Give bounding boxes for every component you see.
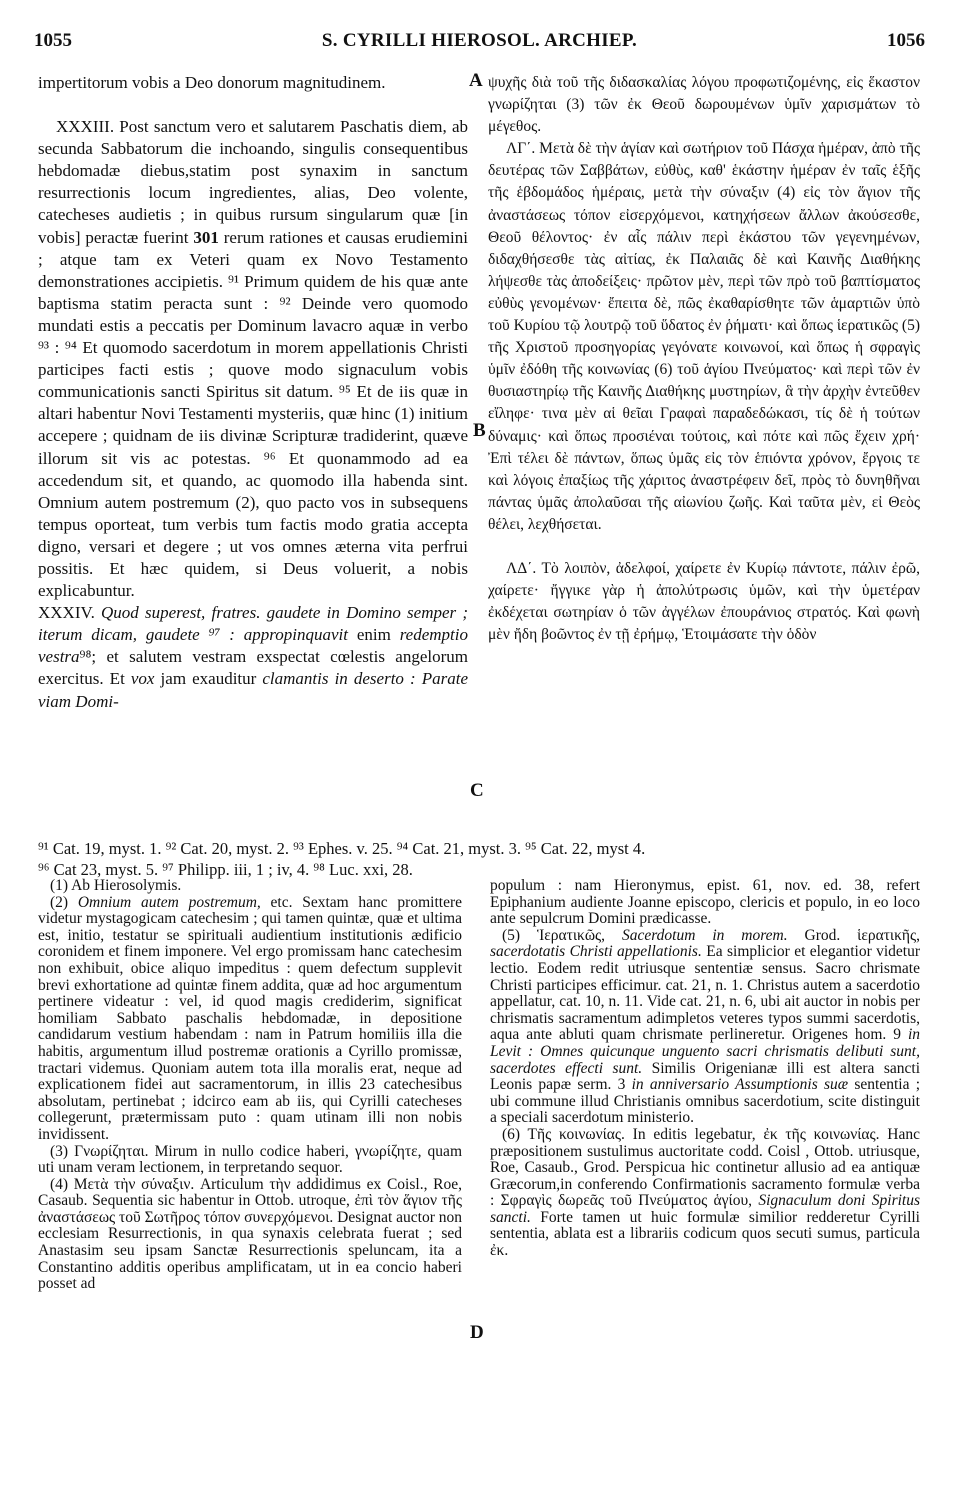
note-6-part-a: (6) Τῆς κοινωνίας. In editis legebatur, ἐκ τῆς κοινωνίας. Hanc præpositionem sustulimus auctoritate codd. Coisl , Ottob. utriusque, Roe, Casaub., Grod. Perspicua hic continetur allusio ad ea antiquæ Græcorum,in conferendo Confirmationis sacramento formulæ verba : Σφραγὶς δωρεᾶς τοῦ Πνεύματος ἁγίου,	[490, 1125, 920, 1210]
greek-column	[488, 72, 920, 646]
footnote-line-1: ⁹¹ Cat. 19, myst. 1. ⁹² Cat. 20, myst. 2. ⁹³ Ephes. v. 25. ⁹⁴ Cat. 21, myst. 3. ⁹⁵ Cat. 22, myst 4.	[38, 839, 646, 858]
note-5-part-a: Grod. ἱερατικῆς,	[804, 926, 921, 944]
latin-section-34	[38, 602, 468, 712]
note-5-italic-4: in anniversario Assumptionis suæ	[631, 1076, 849, 1094]
latin-section-33	[38, 116, 468, 602]
note-5-italic-2: sacerdotatis Christi appellationis.	[490, 943, 702, 961]
note-5-part-c: Similis Origenianæ illi est altera sancti Leonis papæ serm. 3	[490, 1059, 921, 1094]
note-4: (4) Μετὰ τὴν σύναξιν. Articulum τὴν addidimus ex Coisl., Roe, Casaub. Sequentia sic habentur in Ottob. utroque, ἐπὶ τὸν ἅγιον τῆς ἀναστάσεως τοῦ Σωτῆρος τόπον συνερχόμενοι. Designat auctor non ecclesiam Resurrectionis, in qua synaxis celebrata fuerat ; sed Anastasim seu ipsam Sanctæ Resurrectionis speluncam, ita a Constantino additis operibus amplificatam, ut in ea concio haberi posset ad	[38, 1175, 462, 1293]
latin-section-34-part3: jam exauditur	[160, 669, 257, 689]
latin-section-34-italic3: clamantis in deserto : Parate viam Domi-	[38, 669, 468, 711]
note-4-continued: populum : nam Hieronymus, epist. 61, nov. ed. 38, refert Epiphanium audiente Joanne episcopo, clericis et populo, in eo loco ante sepulcrum Domini prædicasse.	[490, 877, 920, 928]
note-2-text: etc. Sextam hanc promittere videtur mystagogicam catechesim ; qui tamen quintæ, quæ et ultima est, initio, testatur se spirituali audientium institutionis ædificio coronidem et finem imponere. Vel ergo promissam hanc catechesim non exhibuit, obice aliquo impeditus : quem defectum supplevit brevi exhortatione ad quintæ finem addita, quæ ad hoc argumentum pertinere videatur : vel, id quod magis crediderim, significat homiliam Sabbato paschalis hebdomadæ, in depositione candidarum vestium habendam : nam in Patrum homiliis illa die habitis, argumentum illud postremæ orationis a Cyrillo promissæ, tractari videmus. Quoniam autem tota illa moralis erat, neque ad explicationem fidei aut sacramentorum, in illis 23 catechesibus absolutam, pertinebat ; idcirco eam ab iis, qui Cyrilli catecheses collegerunt, prætermissam puto : quam utinam illi non nobis invidissent.	[38, 893, 462, 1143]
note-2-label: (2)	[50, 893, 69, 911]
latin-section-34-number: XXXIV.	[38, 603, 95, 623]
margin-marker-d: D	[470, 1322, 484, 1343]
note-5-italic-1: Sacerdotum in morem.	[621, 926, 788, 944]
margin-marker-a: A	[469, 70, 483, 91]
note-5-italic-3: in Levit : Omnes quicunque unguento sacri chrismatis delibuti sunt, sacerdotes effecti sunt.	[490, 1026, 920, 1077]
greek-section-34: ΛΔ΄. Τὸ λοιπὸν, ἀδελφοί, χαίρετε ἐν Κυρίῳ πάντοτε, πάλιν ἐρῶ, χαίρετε· ἤγγικε γὰρ ἡ ἀπολύτρωσις ὑμῶν, καὶ τὴν ὑμετέραν ἐκδέχεται σωτηρίαν ὁ τῶν ἀγγέλων ἐπουράνιος στρατός. Καὶ φωνὴ μὲν ἤδη βοῶντος ἐν τῇ ἐρήμῳ, Ἑτοιμάσατε τὴν ὁδὸν	[488, 559, 920, 644]
page-number-left: 1055	[34, 30, 72, 51]
note-5	[490, 928, 920, 1127]
latin-section-33-part2: rerum rationes et causas erudiemini ; atque tam ex Veteri quam ex Novo Testamento demonstrationes accipietis. ⁹¹ Primum quidem de his quæ ante baptisma statim peracta sunt : ⁹² Deinde vero quomodo mundati estis a peccatis per Dominum lavacro aquæ in verbo ⁹³ : ⁹⁴ Et quomodo sacerdotum in morem appellationis Christi participes facti estis ; quove modo signaculum vobis communicationis sancti Spiritus sit datum. ⁹⁵ Et de iis quæ in altari habentur Novi Testamenti mysteriis, quæ hinc (1) initium accepere ; quidnam de iis divinæ Scripturæ tradiderint, quæve illorum sit vis ac potestas. ⁹⁶ Et quonammodo ad ea accedendum sit, et quando, ac quomodo illa habenda sint. Omnium autem postremum (2), quo pacto vos in subsequens tempus oporteat, tum verbis tum factis modo gratia accepta digno, versari et degere ; ut vos omnes æterna vita perfrui possitis. Et hæc quidem, si Deus voluerit, a nobis explicabuntur.	[38, 227, 468, 601]
note-2-italic: Omnium autem postremum,	[77, 893, 261, 911]
latin-intro: impertitorum vobis a Deo donorum magnitudinem.	[38, 73, 386, 92]
latin-section-33-bold-number: 301	[193, 227, 219, 247]
note-6-part-b: Forte tamen ut huic formulæ similior redderetur Cyrilli sententia, ablata est a librariis codicum quos secuti sumus, particula ἐκ.	[490, 1208, 920, 1260]
note-3: (3) Γνωρίζηται. Mirum in nullo codice haberi, γνωρίζητε, quam uti unam veram lectionem, in terpretando sequor.	[38, 1142, 462, 1177]
latin-column	[38, 72, 468, 713]
latin-section-34-part2: ⁹⁸; et salutem vestram exspectat cœlestis angelorum exercitus. Et	[38, 647, 468, 689]
latin-section-34-vox: vox	[130, 669, 155, 689]
note-5-part-d: sententia ; ubi commune illud Christianis omnibus sacerdotium, scite distinguit a speciali sacerdotum ministerio.	[490, 1076, 921, 1127]
latin-section-34-italic2: redemptio vestra	[38, 625, 468, 667]
notes-right-column	[490, 878, 920, 1260]
note-5-label: (5) Ἱερατικῶς,	[502, 926, 606, 944]
latin-section-33-part1: XXXIII. Post sanctum vero et salutarem Paschatis diem, ab secunda Sabbatorum die inchoando, singulis consequentibus hebdomadæ diebus,statim post synaxim in sanctum resurrectionis locum ingredientes, alias, Deo volente, catecheses audietis ; in quibus rursum singularum quæ [in vobis] peractæ fuerint	[38, 117, 468, 247]
margin-marker-c: C	[470, 780, 484, 801]
note-6	[490, 1127, 920, 1260]
note-6-italic: Signaculum doni Spiritus sancti.	[490, 1192, 920, 1226]
latin-section-34-italic: Quod superest, fratres. gaudete in Domino semper ; iterum dicam, gaudete ⁹⁷ : appropinquavit	[38, 603, 469, 645]
note-2	[38, 895, 462, 1144]
footnote-references	[38, 838, 922, 880]
notes-left-column	[38, 878, 462, 1293]
note-1: (1) Ab Hierosolymis.	[50, 877, 182, 894]
page-number-right: 1056	[887, 30, 925, 51]
note-5-part-b: Ea simplicior et elegantior videtur lectio. Eodem redit utriusque sententiæ sensus. Sacro chrismate Christi participes efficimur. cat. 21, n. 1. Christus autem a sacerdotio appellatur, cat. 10, n. 11. Vide cat. 21, n. 6, ubi ait auctor in nobis per chrismatis sacramentum adimpletos veteres typos summi sacerdotis, aqua ante abluti quam chrismate perlineretur. Origenes hom. 9	[490, 943, 921, 1044]
margin-marker-b: B	[473, 420, 486, 441]
running-title: S. CYRILLI HIEROSOL. ARCHIEP.	[321, 30, 638, 51]
greek-section-33: ΛΓ΄. Μετὰ δὲ τὴν ἁγίαν καὶ σωτήριον τοῦ Πάσχα ἡμέραν, ἀπὸ τῆς δευτέρας τῶν Σαββάτων, εὐθὺς, καθ' ἑκάστην ἡμέραν ἐν ταῖς ἑξῆς τῆς ἑβδομάδος ἡμέραις, μετὰ τὴν σύναξιν (4) εἰς τὸν ἅγιον τῆς ἀναστάσεως τόπον εἰσερχόμενοι, κατηχήσεων ἄλλων ἀκούσεσθε, Θεοῦ θέλοντος· ἐν αἷς πάλιν περὶ ἑκάστου τῶν γεγενημένων, διδαχθήσεσθε τὰς αἰτίας, ἐκ Παλαιᾶς δὲ καὶ Καινῆς Διαθήκης λήψεσθε τὰς ἀποδείξεις· πρῶτον μὲν, περὶ τῶν πρὸ τοῦ βαπτίσματος εὐθὺς γενομένων· ἔπειτα δὲ, πῶς ἐκαθαρίσθητε τῶν ἁμαρτιῶν ὑπὸ τοῦ Κυρίου τῷ λουτρῷ τοῦ ὕδατος ἐν ῥήματι· καὶ ὅπως ἱερατικῶς (5) τῆς Χριστοῦ προσηγορίας γεγόνατε κοινωνοί, καὶ ὅπως ἡ σφραγὶς ὑμῖν ἐδόθη τῆς κοινωνίας (6) τοῦ ἁγίου Πνεύματος· καὶ περὶ τῶν ἐν θυσιαστηρίῳ τῆς Καινῆς Διαθήκης μυστηρίων, ἃ τὴν ἀρχὴν ἐντεῦθεν εἴληφε· τινα μὲν αἱ θεῖαι Γραφαὶ παραδεδώκασι, τίς δὲ ἡ τούτων δύναμις· καὶ ὅπως προσιέναι τούτοις, καὶ πότε καὶ πῶς ἔχειν χρή· Ἐπὶ τέλει δὲ πάντων, ὅπως ὑμᾶς εἰς τὸν ἑπιόντα χρόνον, ἔργοις τε καὶ λόγοις ἐπαξίως τῆς χάριτος ἀναστρέφειν δεῖ, πρὸς τὸ δυνηθῆναι πάντας ὑμᾶς ἀπολαῦσαι τῆς αἰωνίου ζωῆς. Καὶ ταῦτα μὲν, εἰ Θεὸς θέλει, λεχθήσεται.	[488, 140, 920, 533]
latin-section-34-part1: enim	[356, 625, 391, 645]
greek-intro: ψυχῆς διὰ τοῦ τῆς διδασκαλίας λόγου προφωτιζομένης, εἰς ἕκαστον γνωρίζηται (3) τῶν ἐκ Θεοῦ δωρουμένων ὑμῖν χαρισμάτων τὸ μέγεθος.	[488, 74, 920, 136]
footnote-line-2: ⁹⁶ Cat 23, myst. 5. ⁹⁷ Philipp. iii, 1 ; iv, 4. ⁹⁸ Luc. xxi, 28.	[38, 860, 413, 879]
